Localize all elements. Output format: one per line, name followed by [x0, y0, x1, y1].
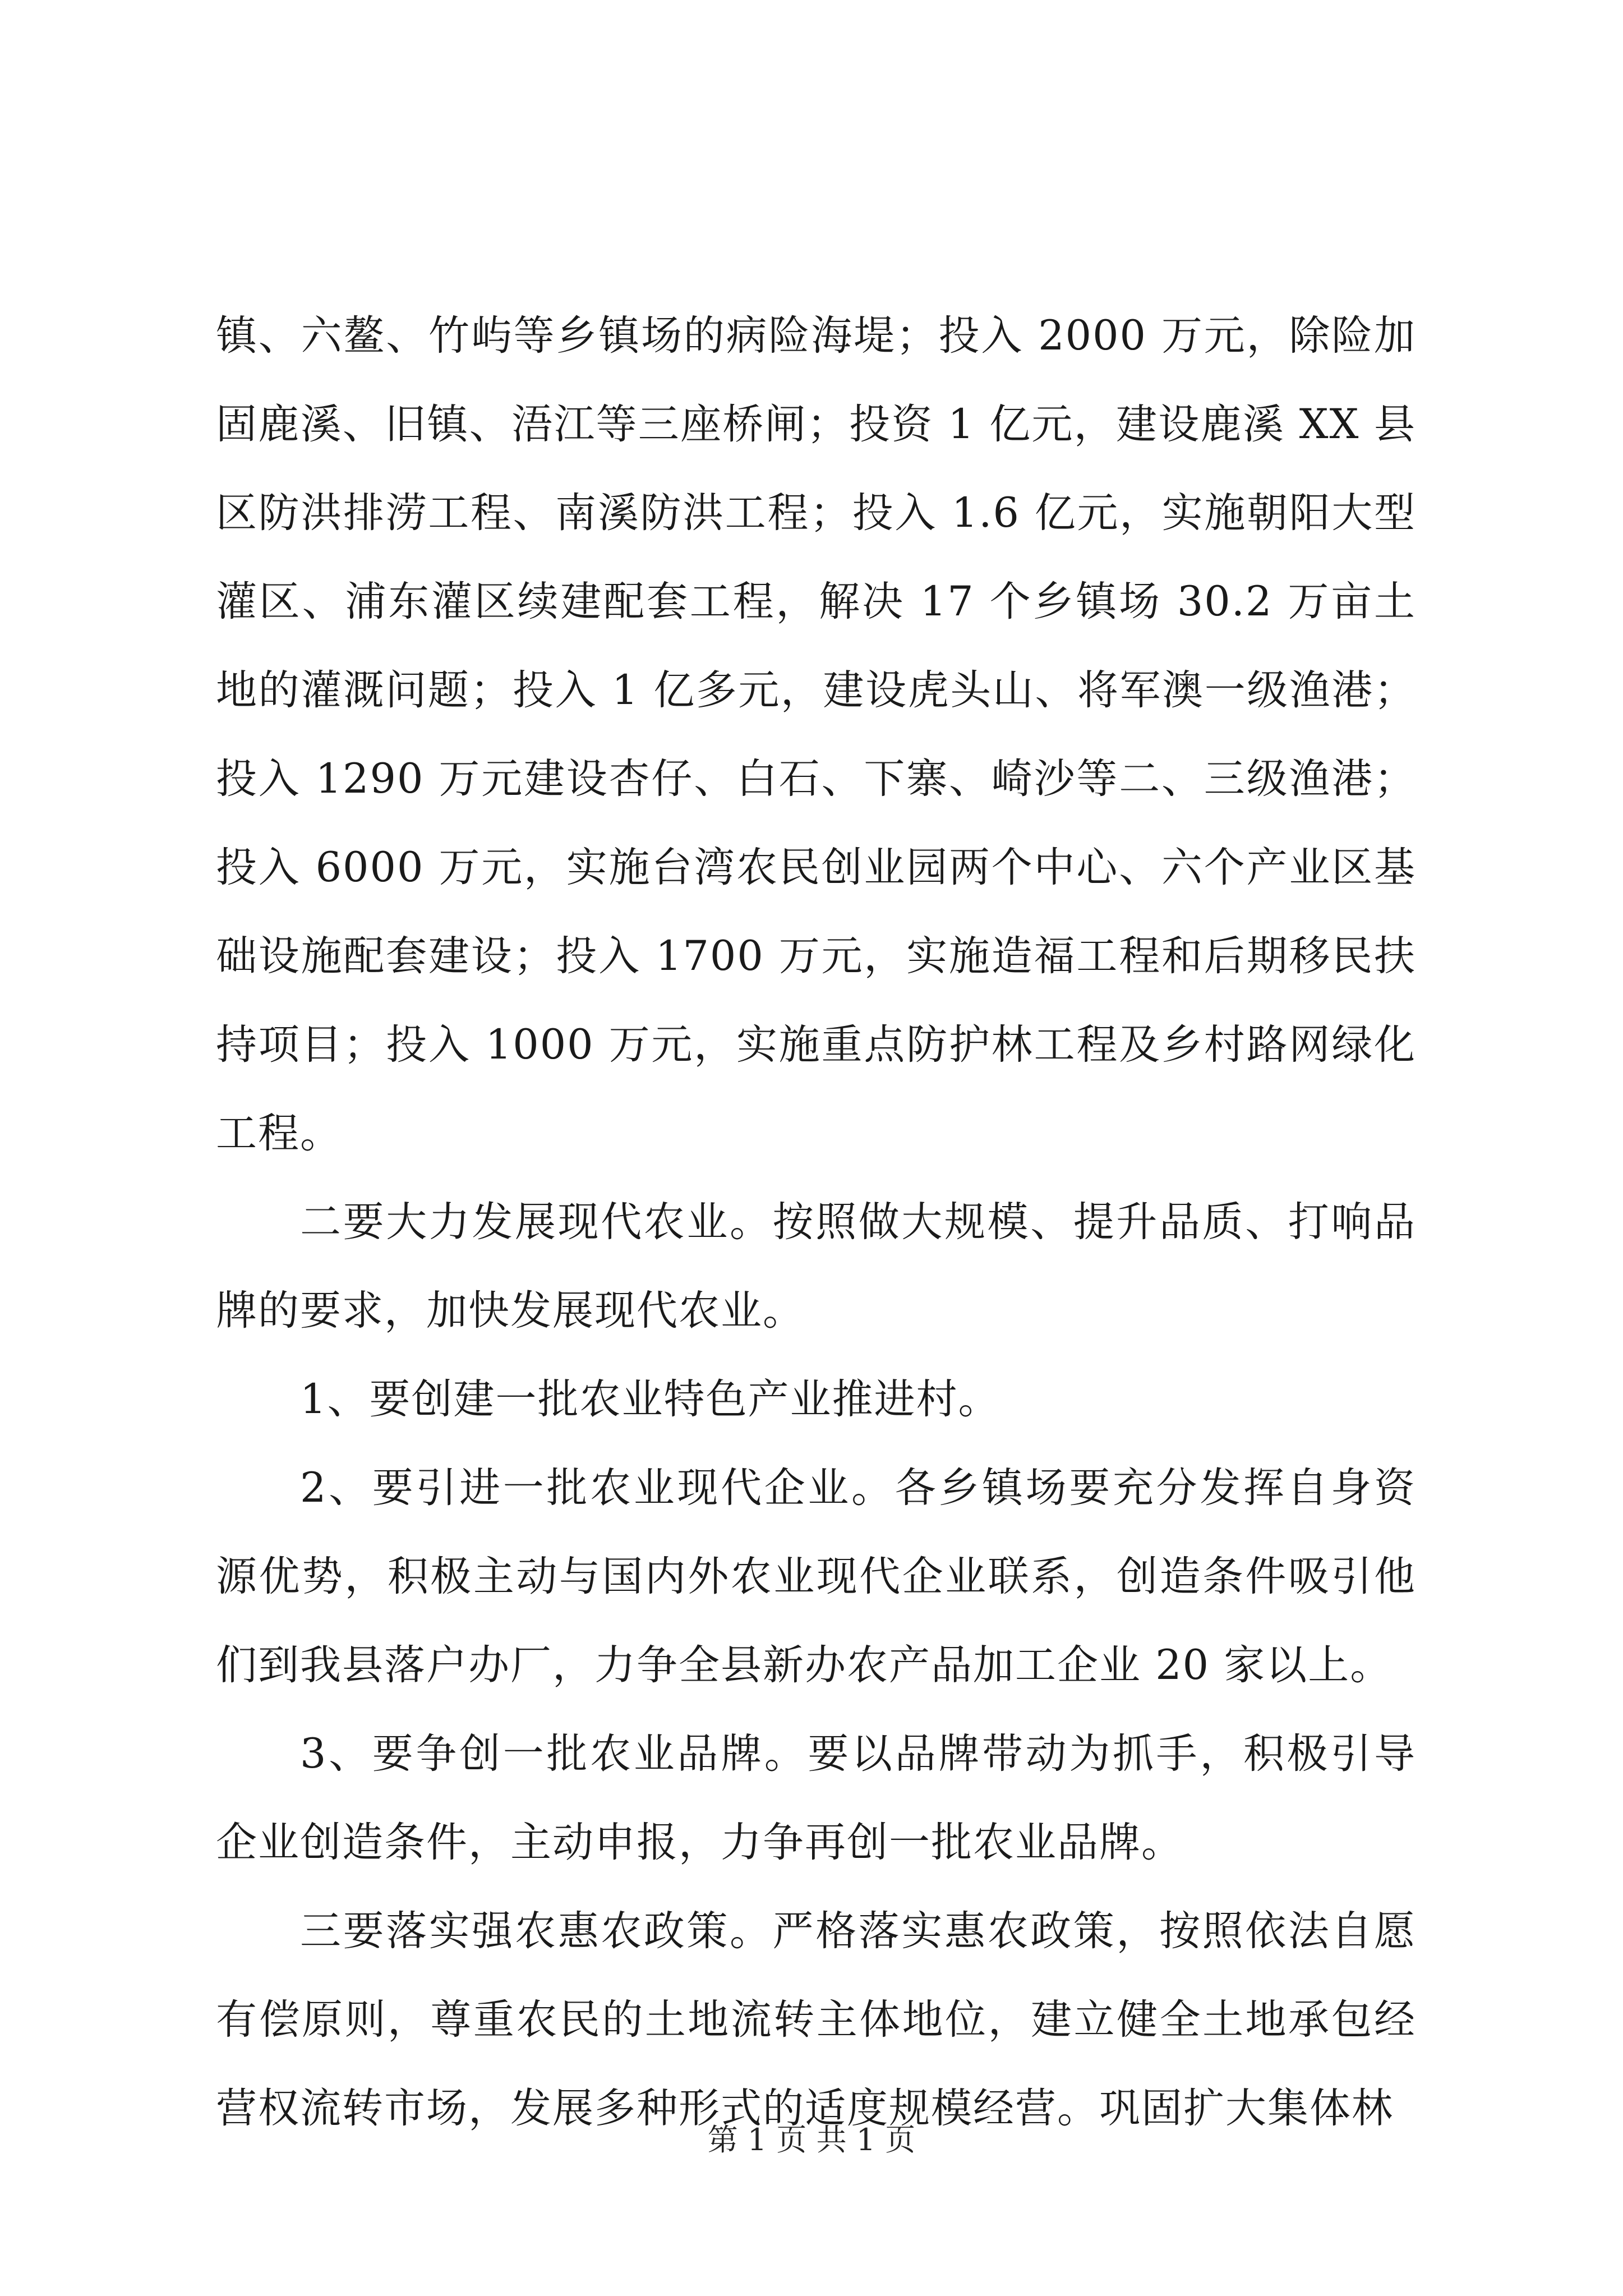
paragraph-item-1: 1、要创建一批农业特色产业推进村。 — [300, 1375, 1000, 1423]
paragraph-continued: 镇、六鳌、竹屿等乡镇场的病险海堤；投入 2000 万元，除险加固鹿溪、旧镇、浯江等三座桥闸；投资 1 亿元，建设鹿溪 XX 县区防洪排涝工程、南溪防洪工程；投入 1.6 亿元，实施朝阳大型灌区、浦东灌区续建配套工程，解决 17 个乡镇场 30.2 万亩土地的灌溉问题；投入 1 亿多元，建设虎头山、将军澳一级渔港；投入 1290 万元建设杏仔、白石、下寨、崎沙等二、三级渔港；投入 6000 万元，实施台湾农民创业园两个中心、六个产业区基础设施配套建设；投入 1700 万元，实施造福工程和后期移民扶持项目；投入 1000 万元，实施重点防护林工程及乡村路网绿化工程。 — [216, 312, 1416, 1157]
paragraph-section-two: 二要大力发展现代农业。按照做大规模、提升品质、打响品牌的要求，加快发展现代农业。 — [216, 1198, 1416, 1335]
paragraph-item-2: 2、要引进一批农业现代企业。各乡镇场要充分发挥自身资源优势，积极主动与国内外农业现代企业联系，创造条件吸引他们到我县落户办厂，力争全县新办农产品加工企业 20 家以上。 — [216, 1464, 1416, 1689]
paragraph-item-3: 3、要争创一批农业品牌。要以品牌带动为抓手，积极引导企业创造条件，主动申报，力争再创一批农业品牌。 — [216, 1730, 1416, 1866]
body-text — [216, 292, 1416, 2153]
page-footer: 第 1 页 共 1 页 — [707, 2122, 916, 2157]
paragraph-section-three: 三要落实强农惠农政策。严格落实惠农政策，按照依法自愿有偿原则，尊重农民的土地流转主体地位，建立健全土地承包经营权流转市场，发展多种形式的适度规模经营。巩固扩大集体林 — [216, 1907, 1416, 2132]
